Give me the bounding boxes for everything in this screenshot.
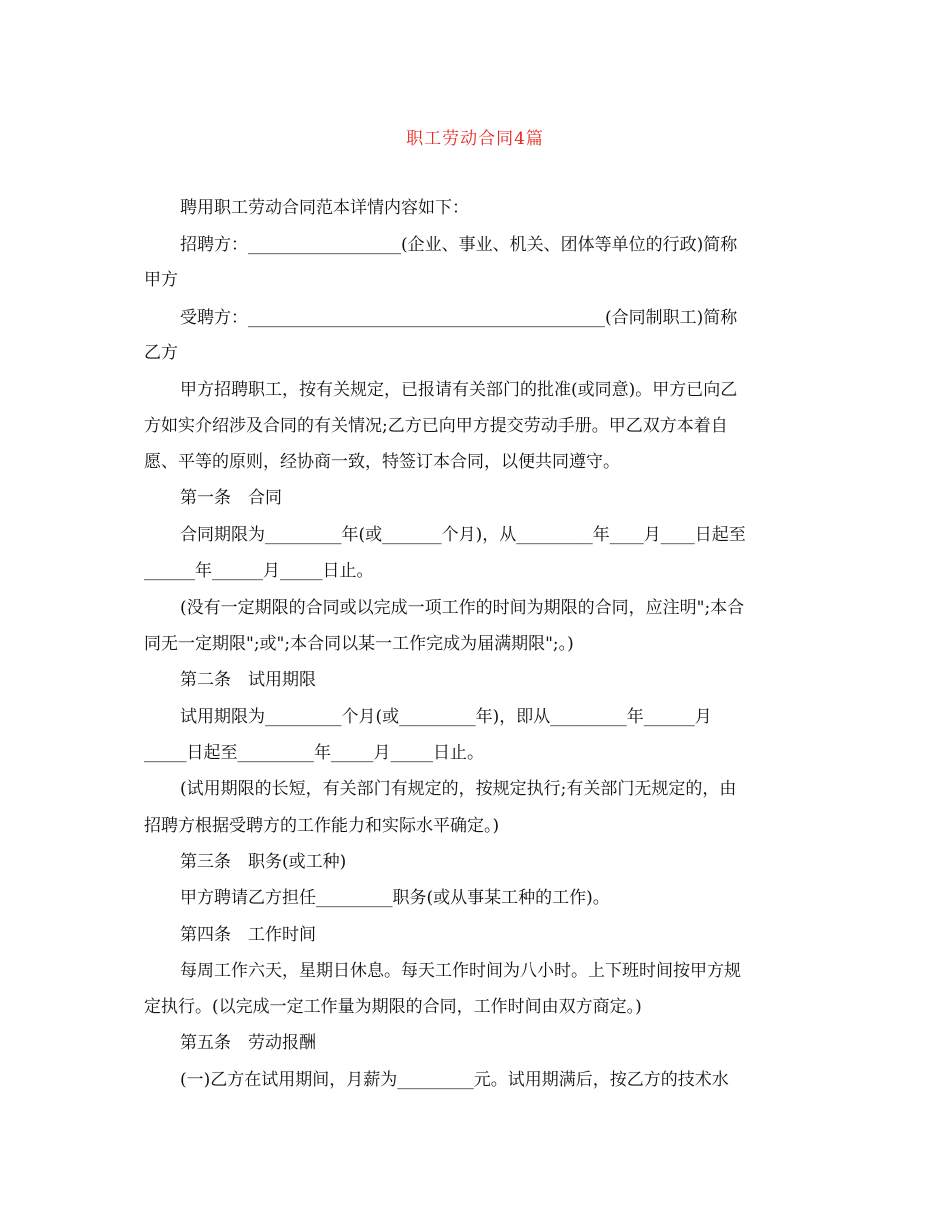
article-note: (没有一定期限的合同或以完成一项工作的时间为期限的合同，应注明";本合 xyxy=(180,598,745,618)
preamble-line: 愿、平等的原则，经协商一致，特签订本合同，以便共同遵守。 xyxy=(144,452,620,472)
article-line: 合同期限为_________年(或_______个月)，从_________年____月____日起至 xyxy=(180,525,746,545)
article-note: 招聘方根据受聘方的工作能力和实际水平确定。) xyxy=(144,816,500,836)
article-heading: 第二条 试用期限 xyxy=(180,670,316,690)
employee-line-cont: 乙方 xyxy=(144,343,178,363)
article-heading: 第三条 职务(或工种) xyxy=(180,852,347,872)
article-line: (一)乙方在试用期间，月薪为_________元。试用期满后，按乙方的技术水 xyxy=(180,1070,729,1090)
article-heading: 第五条 劳动报酬 xyxy=(180,1033,316,1053)
document-title: 职工劳动合同4篇 xyxy=(406,129,544,149)
article-line: 定执行。(以完成一定工作量为期限的合同，工作时间由双方商定。) xyxy=(144,997,642,1017)
article-line: _____日起至_________年_____月_____日止。 xyxy=(144,743,484,763)
article-line: ______年______月_____日止。 xyxy=(144,561,374,581)
intro-line: 聘用职工劳动合同范本详情内容如下： xyxy=(180,198,469,218)
article-heading: 第四条 工作时间 xyxy=(180,925,316,945)
article-line: 每周工作六天，星期日休息。每天工作时间为八小时。上下班时间按甲方规 xyxy=(180,961,741,981)
article-line: 甲方聘请乙方担任_________职务(或从事某工种的工作)。 xyxy=(180,888,610,908)
employer-line: 招聘方：__________________(企业、事业、机关、团体等单位的行政)简称 xyxy=(180,235,738,255)
article-heading: 第一条 合同 xyxy=(180,488,282,508)
preamble-line: 方如实介绍涉及合同的有关情况;乙方已向甲方提交劳动手册。甲乙双方本着自 xyxy=(144,416,728,436)
employer-line-cont: 甲方 xyxy=(144,270,178,290)
article-line: 试用期限为_________个月(或_________年)，即从_________年______月 xyxy=(180,707,712,727)
article-note: (试用期限的长短，有关部门有规定的，按规定执行;有关部门无规定的，由 xyxy=(180,779,737,799)
employee-line: 受聘方：__________________________________________(合同制职工)简称 xyxy=(180,308,738,328)
preamble-line: 甲方招聘职工，按有关规定，已报请有关部门的批准(或同意)。甲方已向乙 xyxy=(180,380,738,400)
article-note: 同无一定期限";或";本合同以某一工作完成为届满期限";。) xyxy=(144,634,574,654)
